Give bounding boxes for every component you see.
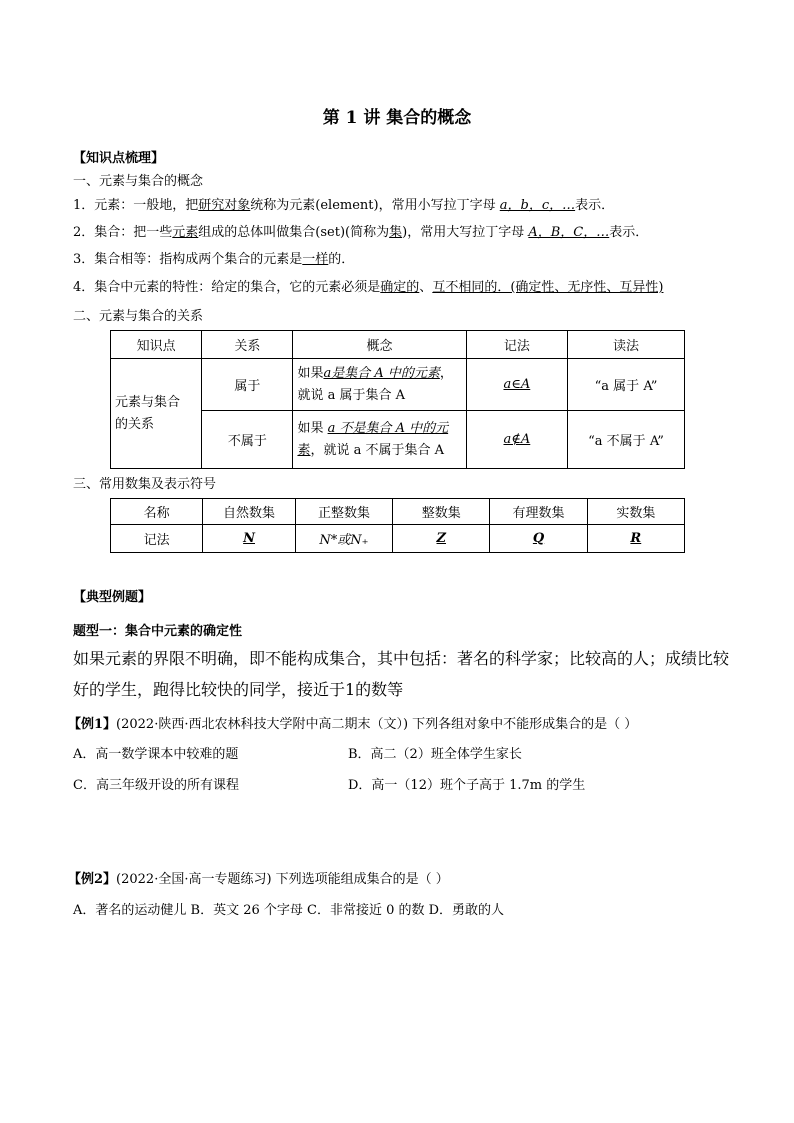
name-cell: 有理数集 bbox=[490, 499, 587, 525]
element-set-relation-table bbox=[110, 330, 685, 469]
concept-cell bbox=[293, 411, 466, 469]
name-cell: 名称 bbox=[111, 499, 203, 525]
header-cell: 读法 bbox=[568, 331, 685, 359]
notation-cell: a∈A bbox=[466, 359, 567, 411]
reading-cell: “a 不属于 A” bbox=[568, 411, 685, 469]
header-cell: 关系 bbox=[202, 331, 293, 359]
header-cell: 记法 bbox=[466, 331, 567, 359]
relation-cell: 属于 bbox=[202, 359, 293, 411]
example-label: 【例2】 bbox=[68, 872, 117, 887]
name-cell: 自然数集 bbox=[203, 499, 295, 525]
example2-stem bbox=[68, 871, 449, 889]
text: 4．集合中元素的特性：给定的集合，它的元素必须是 bbox=[73, 280, 381, 295]
example1-option-b: B．高二（2）班全体学生家长 bbox=[348, 747, 522, 762]
paragraph-set bbox=[73, 224, 648, 242]
text: ，就说 a 不属于集合 A bbox=[310, 442, 444, 458]
paragraph-set-equality bbox=[73, 251, 354, 269]
example-label: 【例1】 bbox=[68, 717, 117, 732]
underlined-term: 集 bbox=[389, 225, 403, 240]
notation-cell: Z bbox=[393, 525, 490, 553]
paragraph-properties bbox=[73, 279, 663, 297]
header-cell: 概念 bbox=[293, 331, 466, 359]
example2-options: A．著名的运动健儿 B．英文 26 个字母 C．非常接近 0 的数 D．勇敢的人 bbox=[73, 903, 505, 918]
underlined-term: a是集合 A 中的元素 bbox=[323, 365, 440, 381]
text: 表示． bbox=[609, 225, 649, 240]
text: 3．集合相等：指构成两个集合的元素是 bbox=[73, 252, 303, 267]
underlined-term: a 不是集合 A 中的元 bbox=[327, 420, 449, 436]
example1-option-c: C．高三年级开设的所有课程 bbox=[73, 778, 239, 793]
text: 、 bbox=[419, 280, 433, 295]
name-cell: 实数集 bbox=[587, 499, 684, 525]
text: )，常用大写拉丁字母 bbox=[402, 225, 529, 240]
text: 就说 a 属于集合 A bbox=[297, 387, 405, 403]
page-title: 第 1 讲 集合的概念 bbox=[322, 108, 472, 128]
part2-heading: 二、元素与集合的关系 bbox=[73, 309, 204, 324]
text: 如果 bbox=[297, 365, 324, 381]
notation-label-cell: 记法 bbox=[111, 525, 203, 553]
underlined-term: A，B，C，… bbox=[528, 225, 610, 240]
text: ， bbox=[439, 365, 453, 381]
example1-option-a: A．高一数学课本中较难的题 bbox=[73, 747, 239, 762]
text: 1．元素：一般地，把 bbox=[73, 198, 199, 213]
notation-cell: R bbox=[587, 525, 684, 553]
concept-cell bbox=[293, 359, 466, 411]
notation-cell: a∉A bbox=[466, 411, 567, 469]
row-header-cell bbox=[111, 359, 202, 469]
underlined-term: a，b，c，… bbox=[499, 198, 576, 213]
text: 的． bbox=[328, 252, 355, 267]
type1-description-line2: 好的学生，跑得比较快的同学，接近于1的数等 bbox=[73, 680, 404, 699]
underlined-term: 素 bbox=[297, 442, 311, 458]
notation-cell: N*或N₊ bbox=[295, 525, 392, 553]
name-cell: 正整数集 bbox=[295, 499, 392, 525]
example1-option-d: D．高一（12）班个子高于 1.7m 的学生 bbox=[348, 778, 586, 793]
underlined-term: 元素 bbox=[172, 225, 199, 240]
knowledge-heading: 【知识点梳理】 bbox=[73, 151, 165, 166]
number-set-table bbox=[110, 498, 685, 553]
text: 2．集合：把一些 bbox=[73, 225, 173, 240]
part1-heading: 一、元素与集合的概念 bbox=[73, 174, 204, 189]
underlined-term: 确定的 bbox=[380, 280, 420, 295]
header-cell: 知识点 bbox=[111, 331, 202, 359]
paragraph-element bbox=[73, 197, 614, 215]
text: 表示． bbox=[575, 198, 615, 213]
underlined-term: 研究对象 bbox=[198, 198, 251, 213]
type1-description-line1: 如果元素的界限不明确，即不能构成集合，其中包括：著名的科学家；比较高的人；成绩比较 bbox=[73, 649, 730, 668]
reading-cell: “a 属于 A” bbox=[568, 359, 685, 411]
notation-cell: Q bbox=[490, 525, 587, 553]
type1-heading: 题型一：集合中元素的确定性 bbox=[73, 624, 243, 639]
text: 组成的总体叫做集合(set)(简称为 bbox=[198, 225, 390, 240]
text: 统称为元素(element)，常用小写拉丁字母 bbox=[250, 198, 500, 213]
text: 如果 bbox=[297, 420, 328, 436]
relation-cell: 不属于 bbox=[202, 411, 293, 469]
text: 的关系 bbox=[115, 416, 155, 432]
notation-cell: N bbox=[203, 525, 295, 553]
name-cell: 整数集 bbox=[393, 499, 490, 525]
example1-stem bbox=[68, 716, 637, 734]
examples-heading: 【典型例题】 bbox=[73, 590, 152, 605]
text: (2022·陕西·西北农林科技大学附中高二期末（文）) 下列各组对象中不能形成集合的是（ ） bbox=[116, 717, 638, 732]
underlined-term: 互不相同的．(确定性、无序性、互异性) bbox=[432, 280, 664, 295]
underlined-term: 一样 bbox=[302, 252, 329, 267]
text: (2022·全国·高一专题练习) 下列选项能组成集合的是（ ） bbox=[116, 872, 449, 887]
part3-heading: 三、常用数集及表示符号 bbox=[73, 477, 217, 492]
text: 元素与集合 bbox=[115, 394, 181, 410]
